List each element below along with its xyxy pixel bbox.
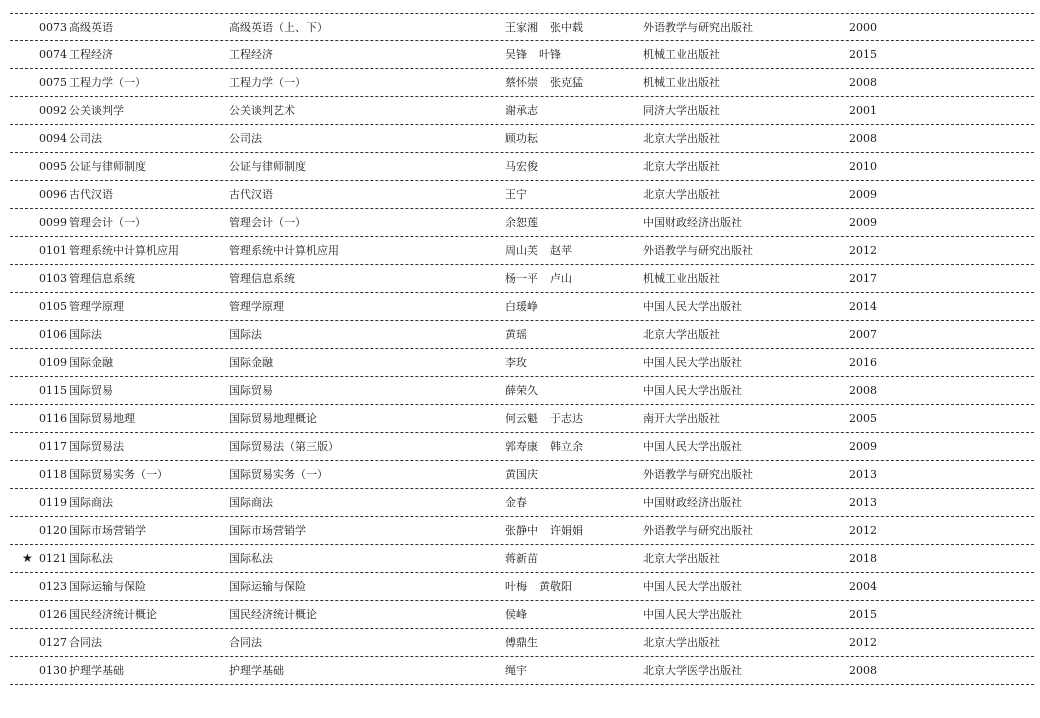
publication-year: 2018 bbox=[849, 552, 877, 565]
author-cell bbox=[505, 181, 527, 208]
publisher-name: 机械工业出版社 bbox=[643, 272, 720, 285]
publisher-name: 北京大学医学出版社 bbox=[643, 664, 742, 677]
book-title: 护理学基础 bbox=[229, 664, 284, 677]
book-title: 国际市场营销学 bbox=[229, 524, 306, 537]
author-name: 叶梅 bbox=[505, 580, 527, 593]
author-cell bbox=[505, 657, 527, 684]
publisher-name: 外语教学与研究出版社 bbox=[643, 524, 753, 537]
publisher-name: 北京大学出版社 bbox=[643, 552, 720, 565]
author-name: 何云魁 bbox=[505, 412, 538, 425]
book-title: 国际贸易地理概论 bbox=[229, 412, 317, 425]
course-name: 高级英语 bbox=[69, 21, 113, 34]
author-cell bbox=[505, 209, 538, 236]
publisher-name: 北京大学出版社 bbox=[643, 160, 720, 173]
author-cell bbox=[505, 461, 538, 488]
author-name: 杨一平 bbox=[505, 272, 538, 285]
publication-year: 2014 bbox=[849, 300, 877, 313]
author-cell bbox=[505, 153, 538, 180]
author-cell bbox=[505, 405, 583, 432]
author-cell bbox=[505, 489, 527, 516]
table-row bbox=[10, 69, 1034, 97]
publication-year: 2009 bbox=[849, 440, 877, 453]
publication-year: 2015 bbox=[849, 48, 877, 61]
author-name: 黄国庆 bbox=[505, 468, 538, 481]
publisher-name: 中国人民大学出版社 bbox=[643, 440, 742, 453]
publication-year: 2012 bbox=[849, 244, 877, 257]
table-row bbox=[10, 97, 1034, 125]
author-cell bbox=[505, 601, 527, 628]
star-marker-icon: ★ bbox=[22, 551, 33, 565]
author-name: 于志达 bbox=[550, 412, 583, 425]
table-row bbox=[10, 461, 1034, 489]
course-name: 国际贸易法 bbox=[69, 440, 124, 453]
course-code: 0115 bbox=[39, 384, 67, 397]
publisher-name: 北京大学出版社 bbox=[643, 188, 720, 201]
publisher-name: 机械工业出版社 bbox=[643, 48, 720, 61]
publisher-name: 中国人民大学出版社 bbox=[643, 580, 742, 593]
course-name: 管理信息系统 bbox=[69, 272, 135, 285]
table-row bbox=[10, 489, 1034, 517]
textbook-table bbox=[0, 13, 1040, 685]
author-cell bbox=[505, 321, 527, 348]
table-row bbox=[10, 433, 1034, 461]
table-row bbox=[10, 517, 1034, 545]
author-name: 蔡怀崇 bbox=[505, 76, 538, 89]
publication-year: 2010 bbox=[849, 160, 877, 173]
course-code: 0099 bbox=[39, 216, 67, 229]
book-title: 国际贸易 bbox=[229, 384, 273, 397]
author-name: 黄敬阳 bbox=[539, 580, 572, 593]
publisher-name: 中国人民大学出版社 bbox=[643, 300, 742, 313]
course-name: 国民经济统计概论 bbox=[69, 608, 157, 621]
publication-year: 2005 bbox=[849, 412, 877, 425]
book-title: 公证与律师制度 bbox=[229, 160, 306, 173]
author-name: 傅鼎生 bbox=[505, 636, 538, 649]
author-cell bbox=[505, 573, 572, 600]
course-code: 0074 bbox=[39, 48, 67, 61]
publisher-name: 南开大学出版社 bbox=[643, 412, 720, 425]
course-name: 公司法 bbox=[69, 132, 102, 145]
publication-year: 2008 bbox=[849, 132, 877, 145]
author-name: 赵苹 bbox=[550, 244, 572, 257]
course-name: 管理学原理 bbox=[69, 300, 124, 313]
publisher-name: 外语教学与研究出版社 bbox=[643, 468, 753, 481]
course-name: 国际运输与保险 bbox=[69, 580, 146, 593]
course-code: 0118 bbox=[39, 468, 67, 481]
course-name: 国际贸易实务（一） bbox=[69, 468, 168, 481]
publisher-name: 中国财政经济出版社 bbox=[643, 496, 742, 509]
course-name: 公证与律师制度 bbox=[69, 160, 146, 173]
publication-year: 2008 bbox=[849, 664, 877, 677]
publication-year: 2009 bbox=[849, 188, 877, 201]
publication-year: 2013 bbox=[849, 496, 877, 509]
course-code: 0130 bbox=[39, 664, 67, 677]
course-name: 护理学基础 bbox=[69, 664, 124, 677]
publication-year: 2000 bbox=[849, 21, 877, 34]
author-name: 余恕莲 bbox=[505, 216, 538, 229]
publisher-name: 外语教学与研究出版社 bbox=[643, 244, 753, 257]
author-cell bbox=[505, 69, 583, 96]
author-name: 张静中 bbox=[505, 524, 538, 537]
author-name: 王家湘 bbox=[505, 21, 538, 34]
author-name: 黄瑶 bbox=[505, 328, 527, 341]
publication-year: 2017 bbox=[849, 272, 877, 285]
book-title: 国际商法 bbox=[229, 496, 273, 509]
publisher-name: 中国人民大学出版社 bbox=[643, 608, 742, 621]
table-row bbox=[10, 349, 1034, 377]
author-name: 王宁 bbox=[505, 188, 527, 201]
author-name: 蒋新苗 bbox=[505, 552, 538, 565]
course-code: 0109 bbox=[39, 356, 67, 369]
table-row bbox=[10, 321, 1034, 349]
author-cell bbox=[505, 265, 572, 292]
book-title: 公关谈判艺术 bbox=[229, 104, 295, 117]
publisher-name: 同济大学出版社 bbox=[643, 104, 720, 117]
table-row bbox=[10, 13, 1034, 41]
course-name: 公关谈判学 bbox=[69, 104, 124, 117]
course-code: 0096 bbox=[39, 188, 67, 201]
author-cell bbox=[505, 433, 583, 460]
table-row bbox=[10, 573, 1034, 601]
course-code: 0117 bbox=[39, 440, 67, 453]
course-name: 管理系统中计算机应用 bbox=[69, 244, 179, 257]
book-title: 国际贸易实务（一） bbox=[229, 468, 328, 481]
author-name: 吴锋 bbox=[505, 48, 527, 61]
course-name: 工程力学（一） bbox=[69, 76, 146, 89]
author-cell bbox=[505, 377, 538, 404]
course-code: 0075 bbox=[39, 76, 67, 89]
course-code: 0101 bbox=[39, 244, 67, 257]
author-name: 谢承志 bbox=[505, 104, 538, 117]
table-row bbox=[10, 405, 1034, 433]
course-name: 古代汉语 bbox=[69, 188, 113, 201]
author-name: 韩立余 bbox=[550, 440, 583, 453]
table-row bbox=[10, 41, 1034, 69]
course-code: 0073 bbox=[39, 21, 67, 34]
author-name: 郭寿康 bbox=[505, 440, 538, 453]
course-code: 0105 bbox=[39, 300, 67, 313]
author-name: 张中载 bbox=[550, 21, 583, 34]
author-name: 张克猛 bbox=[550, 76, 583, 89]
table-row bbox=[10, 629, 1034, 657]
author-cell bbox=[505, 293, 538, 320]
author-name: 绳宇 bbox=[505, 664, 527, 677]
publication-year: 2012 bbox=[849, 524, 877, 537]
table-row bbox=[10, 153, 1034, 181]
author-cell bbox=[505, 349, 527, 376]
table-row bbox=[10, 265, 1034, 293]
book-title: 国民经济统计概论 bbox=[229, 608, 317, 621]
course-name: 国际贸易 bbox=[69, 384, 113, 397]
book-title: 高级英语（上、下） bbox=[229, 21, 328, 34]
table-row bbox=[10, 181, 1034, 209]
publication-year: 2004 bbox=[849, 580, 877, 593]
course-code: 0095 bbox=[39, 160, 67, 173]
book-title: 国际私法 bbox=[229, 552, 273, 565]
course-name: 工程经济 bbox=[69, 48, 113, 61]
author-name: 卢山 bbox=[550, 272, 572, 285]
publisher-name: 中国人民大学出版社 bbox=[643, 384, 742, 397]
book-title: 管理学原理 bbox=[229, 300, 284, 313]
course-name: 合同法 bbox=[69, 636, 102, 649]
course-code: 0094 bbox=[39, 132, 67, 145]
author-name: 许娟娟 bbox=[550, 524, 583, 537]
course-name: 国际商法 bbox=[69, 496, 113, 509]
book-title: 管理信息系统 bbox=[229, 272, 295, 285]
publisher-name: 外语教学与研究出版社 bbox=[643, 21, 753, 34]
publisher-name: 机械工业出版社 bbox=[643, 76, 720, 89]
author-cell bbox=[505, 125, 538, 152]
author-name: 李玫 bbox=[505, 356, 527, 369]
author-cell bbox=[505, 517, 583, 544]
course-code: 0119 bbox=[39, 496, 67, 509]
publication-year: 2015 bbox=[849, 608, 877, 621]
author-name: 顾功耘 bbox=[505, 132, 538, 145]
table-row bbox=[10, 125, 1034, 153]
author-name: 周山芙 bbox=[505, 244, 538, 257]
course-code: 0126 bbox=[39, 608, 67, 621]
publisher-name: 北京大学出版社 bbox=[643, 132, 720, 145]
author-cell bbox=[505, 14, 583, 41]
author-cell bbox=[505, 545, 538, 572]
publisher-name: 北京大学出版社 bbox=[643, 328, 720, 341]
course-name: 管理会计（一） bbox=[69, 216, 146, 229]
book-title: 管理系统中计算机应用 bbox=[229, 244, 339, 257]
publication-year: 2007 bbox=[849, 328, 877, 341]
table-row bbox=[10, 237, 1034, 265]
course-code: 0121 bbox=[39, 552, 67, 565]
book-title: 国际法 bbox=[229, 328, 262, 341]
book-title: 工程力学（一） bbox=[229, 76, 306, 89]
course-code: 0103 bbox=[39, 272, 67, 285]
book-title: 合同法 bbox=[229, 636, 262, 649]
publication-year: 2013 bbox=[849, 468, 877, 481]
book-title: 工程经济 bbox=[229, 48, 273, 61]
publication-year: 2012 bbox=[849, 636, 877, 649]
course-code: 0123 bbox=[39, 580, 67, 593]
author-name: 叶锋 bbox=[539, 48, 561, 61]
book-title: 国际运输与保险 bbox=[229, 580, 306, 593]
author-name: 白瑗峥 bbox=[505, 300, 538, 313]
course-code: 0127 bbox=[39, 636, 67, 649]
table-row bbox=[10, 545, 1034, 573]
table-row bbox=[10, 377, 1034, 405]
author-name: 马宏俊 bbox=[505, 160, 538, 173]
book-title: 管理会计（一） bbox=[229, 216, 306, 229]
publisher-name: 中国财政经济出版社 bbox=[643, 216, 742, 229]
course-name: 国际法 bbox=[69, 328, 102, 341]
course-code: 0120 bbox=[39, 524, 67, 537]
author-cell bbox=[505, 97, 538, 124]
table-row bbox=[10, 209, 1034, 237]
publisher-name: 中国人民大学出版社 bbox=[643, 356, 742, 369]
publication-year: 2001 bbox=[849, 104, 877, 117]
publication-year: 2008 bbox=[849, 76, 877, 89]
course-code: 0092 bbox=[39, 104, 67, 117]
table-row bbox=[10, 601, 1034, 629]
course-name: 国际贸易地理 bbox=[69, 412, 135, 425]
author-name: 侯峰 bbox=[505, 608, 527, 621]
publication-year: 2016 bbox=[849, 356, 877, 369]
course-name: 国际金融 bbox=[69, 356, 113, 369]
author-cell bbox=[505, 629, 538, 656]
publisher-name: 北京大学出版社 bbox=[643, 636, 720, 649]
publication-year: 2008 bbox=[849, 384, 877, 397]
course-code: 0106 bbox=[39, 328, 67, 341]
author-cell bbox=[505, 41, 561, 68]
table-row bbox=[10, 293, 1034, 321]
author-name: 薛荣久 bbox=[505, 384, 538, 397]
book-title: 国际金融 bbox=[229, 356, 273, 369]
book-title: 公司法 bbox=[229, 132, 262, 145]
publication-year: 2009 bbox=[849, 216, 877, 229]
course-name: 国际市场营销学 bbox=[69, 524, 146, 537]
author-name: 金春 bbox=[505, 496, 527, 509]
course-code: 0116 bbox=[39, 412, 67, 425]
book-title: 国际贸易法（第三版） bbox=[229, 440, 339, 453]
table-row bbox=[10, 657, 1034, 685]
book-title: 古代汉语 bbox=[229, 188, 273, 201]
course-name: 国际私法 bbox=[69, 552, 113, 565]
author-cell bbox=[505, 237, 572, 264]
